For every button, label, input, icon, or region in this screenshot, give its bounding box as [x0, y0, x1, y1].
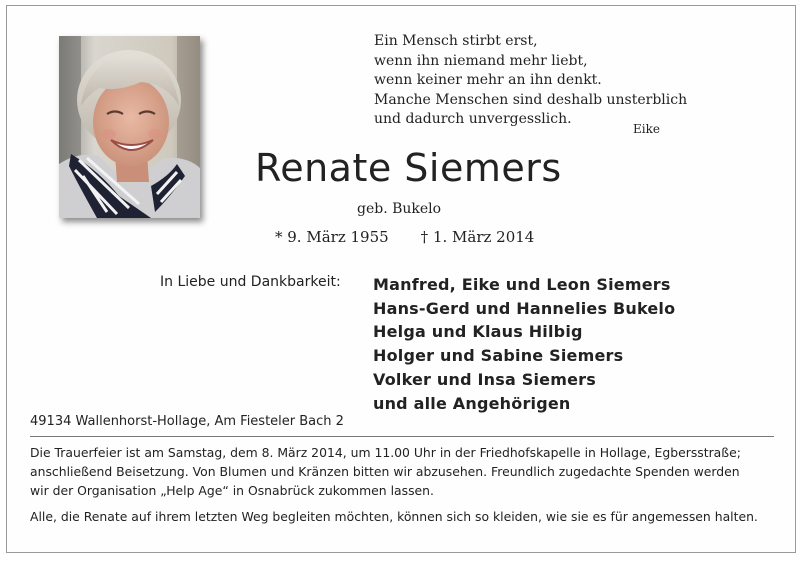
poem-line: wenn ihn niemand mehr liebt, [374, 52, 588, 69]
mourners-list [373, 273, 675, 415]
mourner-entry: Hans-Gerd und Hannelies Bukelo [373, 298, 676, 318]
poem-line: und dadurch unvergesslich. [374, 111, 572, 127]
family-address: 49134 Wallenhorst-Hollage, Am Fiesteler Bach 2 [30, 414, 344, 429]
obituary-notice [6, 5, 796, 553]
death-date: † 1. März 2014 [420, 228, 535, 246]
mourner-entry: Helga und Klaus Hilbig [373, 322, 583, 342]
dress-code-note: Alle, die Renate auf ihrem letzten Weg begleiten möchten, können sich so kleiden, wie sie es für angemessen halten. [30, 509, 758, 524]
funeral-notice [30, 443, 780, 500]
poem-line: Manche Menschen sind deshalb unsterblich [374, 91, 688, 108]
portrait-photo-image [59, 36, 200, 218]
poem-line: wenn keiner mehr an ihn denkt. [374, 72, 602, 88]
birth-date: * 9. März 1955 [275, 228, 389, 246]
mourner-entry: Manfred, Eike und Leon Siemers [373, 275, 671, 294]
mourner-entry: und alle Angehörigen [373, 393, 571, 413]
notice-line: wir der Organisation „Help Age“ in Osnabrück zukommen lassen. [30, 483, 434, 498]
thanks-label: In Liebe und Dankbarkeit: [160, 274, 341, 290]
maiden-name: geb. Bukelo [357, 201, 442, 217]
divider [30, 436, 774, 437]
life-dates [275, 228, 534, 246]
mourner-entry: Holger und Sabine Siemers [373, 346, 624, 366]
notice-line: Die Trauerfeier ist am Samstag, dem 8. März 2014, um 11.00 Uhr in der Friedhofskapelle in Hollage, Egbersstraße; [30, 445, 741, 460]
mourner-entry: Volker und Insa Siemers [373, 369, 596, 389]
deceased-name: Renate Siemers [255, 146, 562, 190]
poem-signature: Eike [633, 122, 660, 136]
notice-line: anschließend Beisetzung. Von Blumen und Kränzen bitten wir abzusehen. Freundlich zugedachte Spenden werden [30, 464, 740, 479]
memorial-poem [374, 32, 687, 130]
portrait-photo [59, 36, 200, 218]
poem-line: Ein Mensch stirbt erst, [374, 33, 538, 49]
